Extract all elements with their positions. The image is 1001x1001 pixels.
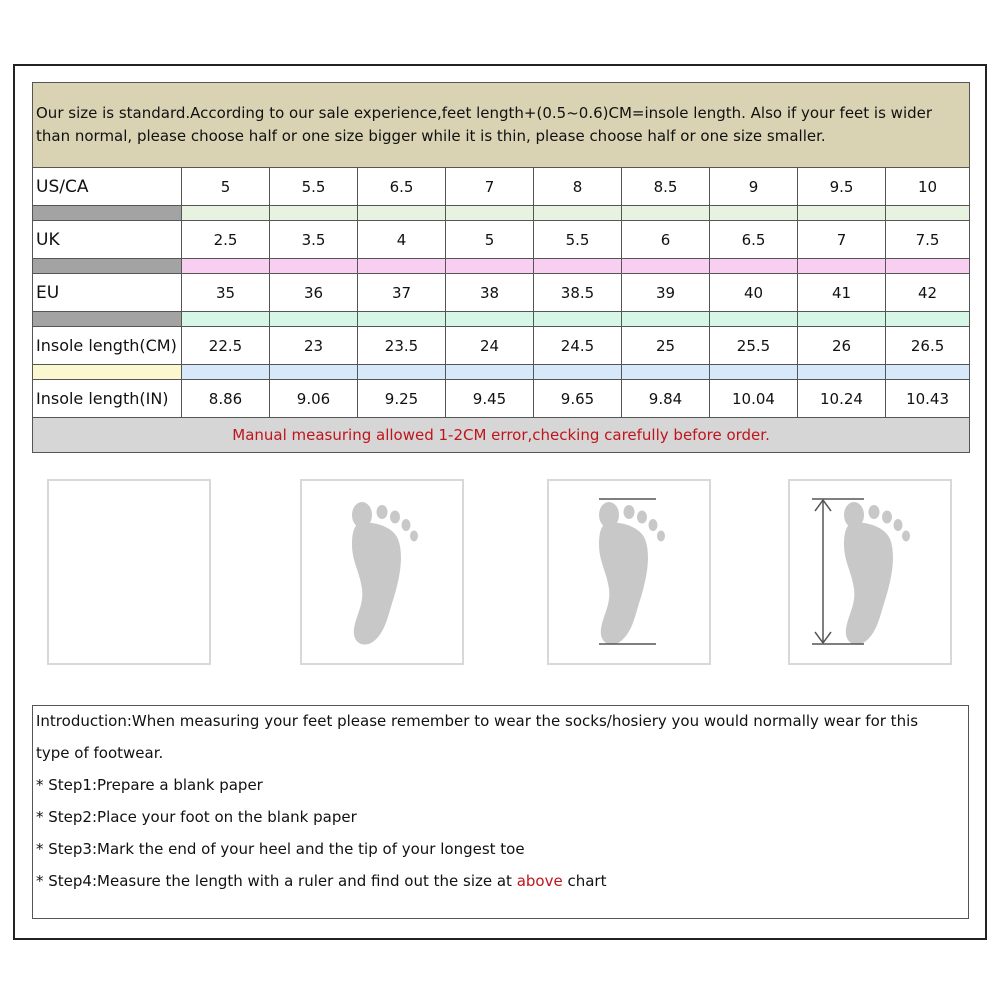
color-separator-row (33, 259, 970, 274)
separator-swatch (446, 365, 534, 380)
separator-label-swatch (33, 259, 182, 274)
size-row-eu (33, 274, 970, 312)
separator-swatch (886, 259, 970, 274)
separator-swatch (358, 365, 446, 380)
size-cell: 5 (446, 221, 534, 259)
size-cell: 26.5 (886, 327, 970, 365)
size-cell: 10.24 (798, 380, 886, 418)
size-cell: 9.06 (270, 380, 358, 418)
separator-swatch (270, 259, 358, 274)
foot-on-paper-icon (302, 481, 462, 663)
size-row-us-ca (33, 168, 970, 206)
separator-swatch (798, 259, 886, 274)
size-chart-table (32, 82, 970, 453)
separator-swatch (534, 365, 622, 380)
foot-marked-icon (549, 481, 709, 663)
size-cell: 42 (886, 274, 970, 312)
foot-shape (352, 502, 418, 645)
size-cell: 9 (710, 168, 798, 206)
size-cell: 8 (534, 168, 622, 206)
separator-swatch (270, 312, 358, 327)
size-cell: 10 (886, 168, 970, 206)
blank-paper-icon (49, 481, 209, 663)
size-cell: 37 (358, 274, 446, 312)
size-cell: 6 (622, 221, 710, 259)
separator-swatch (182, 312, 270, 327)
separator-swatch (446, 312, 534, 327)
size-cell: 5.5 (534, 221, 622, 259)
size-cell: 23.5 (358, 327, 446, 365)
size-cell: 7.5 (886, 221, 970, 259)
size-cell: 10.43 (886, 380, 970, 418)
blank-paper-card (47, 479, 211, 665)
separator-swatch (710, 365, 798, 380)
step-1: * Step1:Prepare a blank paper (36, 776, 263, 794)
separator-label-swatch (33, 365, 182, 380)
footer-row (33, 418, 970, 453)
size-row-insole-in (33, 380, 970, 418)
separator-swatch (622, 365, 710, 380)
size-cell: 36 (270, 274, 358, 312)
size-cell: 5.5 (270, 168, 358, 206)
step-2: * Step2:Place your foot on the blank paper (36, 808, 357, 826)
separator-swatch (534, 206, 622, 221)
foot-shape (844, 502, 910, 645)
size-row-insole-cm (33, 327, 970, 365)
separator-swatch (710, 259, 798, 274)
separator-label-swatch (33, 206, 182, 221)
separator-swatch (270, 365, 358, 380)
size-cell: 35 (182, 274, 270, 312)
separator-swatch (358, 312, 446, 327)
row-label: Insole length(IN) (33, 380, 182, 418)
separator-swatch (710, 312, 798, 327)
size-cell: 38 (446, 274, 534, 312)
separator-swatch (534, 312, 622, 327)
separator-swatch (182, 206, 270, 221)
size-cell: 9.45 (446, 380, 534, 418)
above-highlight: above (516, 872, 563, 890)
separator-swatch (446, 259, 534, 274)
color-separator-row (33, 312, 970, 327)
color-separator-row (33, 206, 970, 221)
row-label: US/CA (33, 168, 182, 206)
separator-swatch (710, 206, 798, 221)
separator-swatch (622, 259, 710, 274)
size-cell: 24 (446, 327, 534, 365)
measuring-error-note: Manual measuring allowed 1-2CM error,checking carefully before order. (33, 418, 970, 453)
intro-text-line1: Introduction:When measuring your feet please remember to wear the socks/hosiery you would normally wear for this (36, 712, 919, 730)
color-separator-row (33, 365, 970, 380)
separator-swatch (182, 365, 270, 380)
size-cell: 25 (622, 327, 710, 365)
row-label: EU (33, 274, 182, 312)
size-cell: 39 (622, 274, 710, 312)
separator-swatch (182, 259, 270, 274)
separator-swatch (622, 206, 710, 221)
size-row-uk (33, 221, 970, 259)
size-cell: 3.5 (270, 221, 358, 259)
size-cell: 7 (446, 168, 534, 206)
size-cell: 26 (798, 327, 886, 365)
separator-swatch (798, 206, 886, 221)
size-cell: 2.5 (182, 221, 270, 259)
size-cell: 6.5 (358, 168, 446, 206)
size-cell: 22.5 (182, 327, 270, 365)
size-cell: 8.5 (622, 168, 710, 206)
size-cell: 9.65 (534, 380, 622, 418)
separator-label-swatch (33, 312, 182, 327)
foot-measured-icon (790, 481, 950, 663)
size-cell: 24.5 (534, 327, 622, 365)
row-label: Insole length(CM) (33, 327, 182, 365)
separator-swatch (358, 206, 446, 221)
size-cell: 9.25 (358, 380, 446, 418)
size-cell: 8.86 (182, 380, 270, 418)
size-cell: 5 (182, 168, 270, 206)
separator-swatch (270, 206, 358, 221)
foot-on-paper-card (300, 479, 464, 665)
separator-swatch (534, 259, 622, 274)
separator-swatch (798, 312, 886, 327)
size-cell: 41 (798, 274, 886, 312)
step-3: * Step3:Mark the end of your heel and the tip of your longest toe (36, 840, 525, 858)
row-label: UK (33, 221, 182, 259)
size-cell: 4 (358, 221, 446, 259)
separator-swatch (622, 312, 710, 327)
size-cell: 40 (710, 274, 798, 312)
separator-swatch (886, 365, 970, 380)
separator-swatch (886, 312, 970, 327)
step-4-suffix: chart (562, 872, 607, 890)
size-standard-note: Our size is standard.According to our sale experience,feet length+(0.5~0.6)CM=insole length. Also if your feet is wider than normal, please choose half or one size bigger while it is thin, please choose half or one size smaller. (33, 83, 970, 168)
step-4 (36, 872, 606, 890)
size-cell: 6.5 (710, 221, 798, 259)
intro-text-line2: type of footwear. (36, 744, 164, 762)
separator-swatch (446, 206, 534, 221)
size-cell: 23 (270, 327, 358, 365)
measuring-instructions (32, 705, 969, 919)
separator-swatch (358, 259, 446, 274)
step-4-text: * Step4:Measure the length with a ruler and find out the size at (36, 872, 517, 890)
separator-swatch (886, 206, 970, 221)
foot-shape (599, 502, 665, 645)
separator-swatch (798, 365, 886, 380)
size-cell: 38.5 (534, 274, 622, 312)
size-cell: 9.5 (798, 168, 886, 206)
size-cell: 25.5 (710, 327, 798, 365)
size-cell: 9.84 (622, 380, 710, 418)
foot-measured-card (788, 479, 952, 665)
size-cell: 10.04 (710, 380, 798, 418)
size-cell: 7 (798, 221, 886, 259)
foot-marked-card (547, 479, 711, 665)
